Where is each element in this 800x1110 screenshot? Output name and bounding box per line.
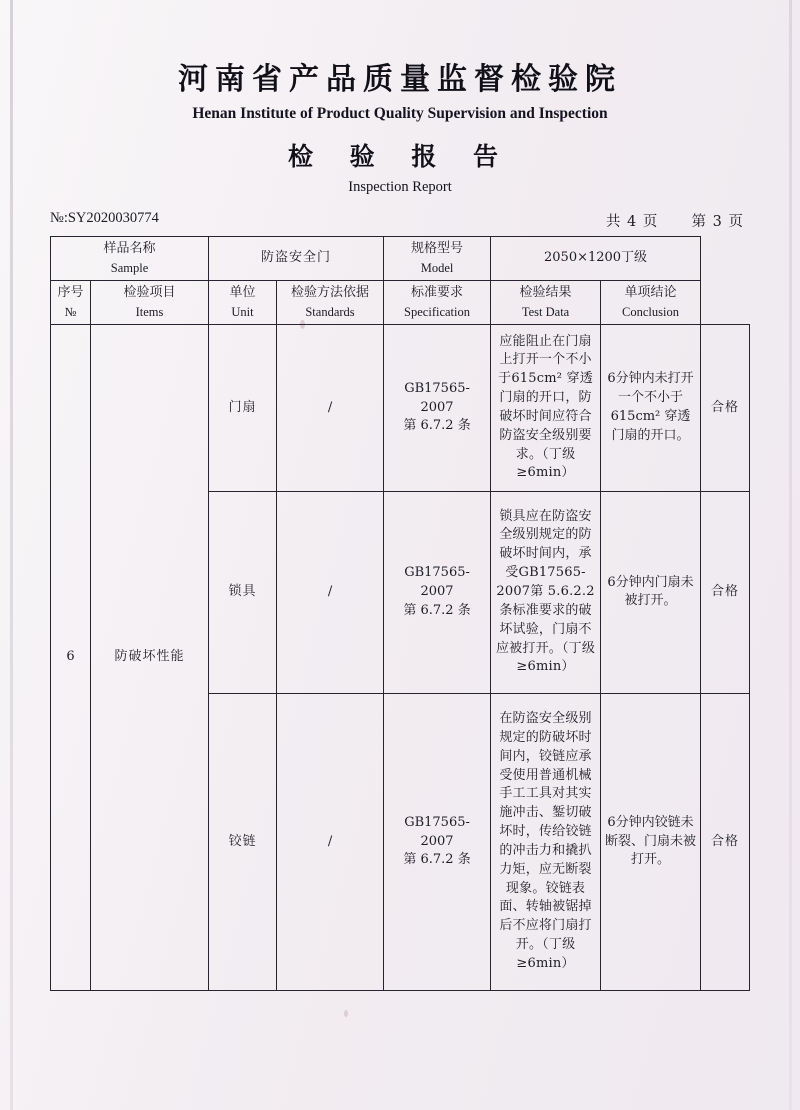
row-test-data: 6分钟内未打开一个不小于615cm² 穿透门扇的开口。 bbox=[601, 324, 701, 491]
row-standard bbox=[384, 491, 491, 693]
scan-blemish bbox=[344, 1010, 348, 1017]
model-label-en: Model bbox=[420, 260, 454, 275]
row-standard bbox=[384, 324, 491, 491]
sample-label-en: Sample bbox=[110, 260, 149, 275]
row-standard-line1: GB17565-2007 bbox=[404, 380, 470, 415]
report-title-cn: 检 验 报 告 bbox=[287, 142, 513, 171]
sample-value-cell: 防盗安全门 bbox=[209, 237, 384, 281]
sample-label-cn: 样品名称 bbox=[103, 241, 156, 256]
row-test-data: 6分钟内铰链未断裂、门扇未被打开。 bbox=[601, 693, 701, 990]
column-header-conclusion-en: Conclusion bbox=[622, 304, 679, 319]
column-header-specification-en: Specification bbox=[404, 304, 470, 319]
group-items: 防破坏性能 bbox=[91, 324, 209, 990]
row-conclusion: 合格 bbox=[701, 491, 750, 693]
table-header-row bbox=[51, 280, 750, 324]
column-header-no-cn: 序号 bbox=[57, 284, 84, 300]
sample-label-cell bbox=[51, 237, 209, 281]
column-header-specification-cn: 标准要求 bbox=[411, 284, 464, 300]
report-number: №:SY2020030774 bbox=[50, 210, 159, 226]
column-header-test-data-en: Test Data bbox=[521, 304, 570, 319]
inspection-table bbox=[50, 236, 750, 991]
row-standard-line1: GB17565-2007 bbox=[404, 814, 470, 849]
row-specification: 锁具应在防盗安全级别规定的防破坏时间内，承受GB17565-2007第 5.6.2.2 条标准要求的破坏试验，门扇不应被打开。（丁级≥6min） bbox=[491, 491, 601, 693]
row-standard-line2: 第 6.7.2 条 bbox=[403, 602, 471, 618]
column-header-standards-cn: 检验方法依据 bbox=[291, 284, 370, 300]
table-row bbox=[51, 324, 750, 491]
report-meta-row bbox=[50, 210, 750, 230]
column-header-unit bbox=[209, 280, 277, 324]
institute-title-en: Henan Institute of Product Quality Supervision and Inspection bbox=[192, 105, 608, 122]
row-standard-line2: 第 6.7.2 条 bbox=[403, 418, 471, 434]
column-header-test-data bbox=[491, 280, 601, 324]
row-conclusion: 合格 bbox=[701, 693, 750, 990]
column-header-test-data-cn: 检验结果 bbox=[519, 284, 572, 300]
row-unit: / bbox=[277, 324, 384, 491]
column-header-no bbox=[51, 280, 91, 324]
page-total: 共 4 页 bbox=[605, 214, 659, 230]
column-header-specification bbox=[384, 280, 491, 324]
row-specification: 应能阻止在门扇上打开一个不小于615cm² 穿透门扇的开口，防破坏时间应符合防盗安全级别要求。（丁级≥6min） bbox=[491, 324, 601, 491]
row-unit: / bbox=[277, 693, 384, 990]
page-indicator bbox=[606, 210, 744, 231]
row-conclusion: 合格 bbox=[701, 324, 750, 491]
group-number: 6 bbox=[51, 324, 91, 990]
column-header-items-en: Items bbox=[135, 304, 164, 319]
row-item-name: 锁具 bbox=[209, 491, 277, 693]
row-standard bbox=[384, 693, 491, 990]
row-standard-line2: 第 6.7.2 条 bbox=[403, 852, 471, 868]
model-label-cell bbox=[384, 237, 491, 281]
model-value-cell: 2050×1200丁级 bbox=[491, 237, 701, 281]
column-header-standards bbox=[277, 280, 384, 324]
model-label-cn: 规格型号 bbox=[411, 241, 464, 256]
row-test-data: 6分钟内门扇未被打开。 bbox=[601, 491, 701, 693]
row-unit: / bbox=[277, 491, 384, 693]
column-header-conclusion-cn: 单项结论 bbox=[624, 284, 677, 300]
column-header-unit-cn: 单位 bbox=[229, 284, 256, 300]
row-item-name: 铰链 bbox=[209, 693, 277, 990]
column-header-unit-en: Unit bbox=[231, 304, 254, 319]
row-item-name: 门扇 bbox=[209, 324, 277, 491]
column-header-items-cn: 检验项目 bbox=[123, 284, 176, 300]
table-row-sample bbox=[51, 237, 750, 281]
column-header-items bbox=[91, 280, 209, 324]
column-header-no-en: № bbox=[64, 304, 77, 319]
column-header-standards-en: Standards bbox=[305, 304, 355, 319]
row-standard-line1: GB17565-2007 bbox=[404, 565, 470, 600]
document-header bbox=[0, 0, 800, 196]
institute-title-cn: 河南省产品质量监督检验院 bbox=[178, 62, 622, 97]
column-header-conclusion bbox=[601, 280, 701, 324]
report-title-en: Inspection Report bbox=[348, 179, 452, 195]
page-current: 第 3 页 bbox=[691, 214, 744, 230]
row-specification: 在防盗安全级别规定的防破坏时间内，铰链应承受使用普通机械手工工具对其实施冲击、錾切破坏时，传给铰链的冲击力和撬扒力矩，应无断裂现象。铰链表面、转轴被锯掉后不应将门扇打开。（丁级≥6min） bbox=[491, 693, 601, 990]
